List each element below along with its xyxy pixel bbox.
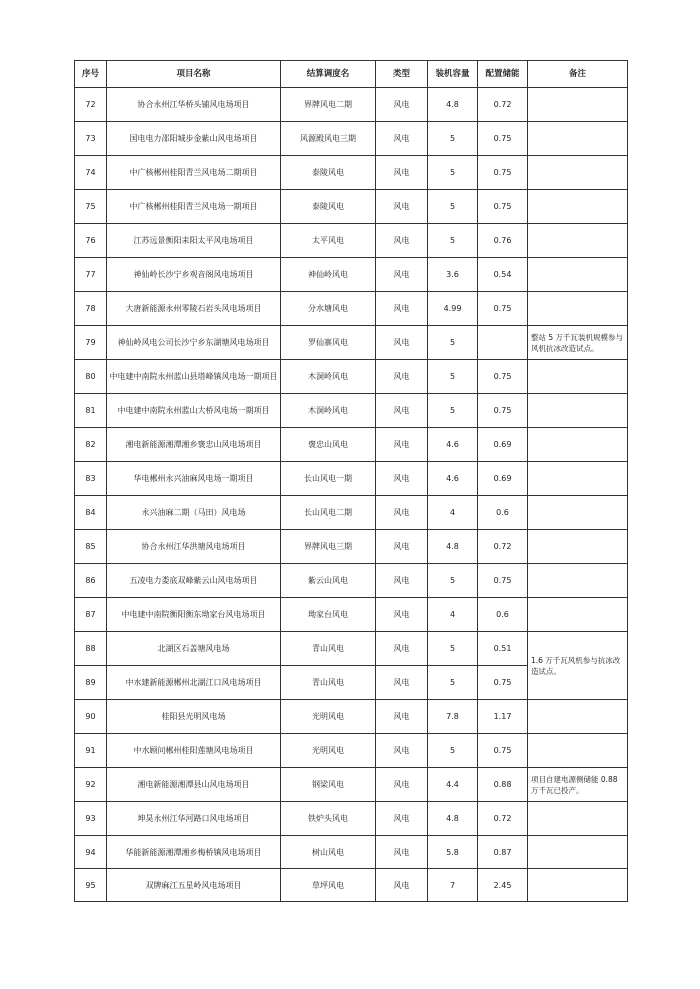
cell-dispatch-name: 青山风电 — [281, 666, 376, 700]
cell-type: 风电 — [376, 802, 428, 836]
cell-no: 86 — [75, 564, 107, 598]
table-row — [75, 326, 628, 360]
cell-dispatch-name: 长山风电一期 — [281, 462, 376, 496]
cell-type: 风电 — [376, 700, 428, 734]
cell-type: 风电 — [376, 598, 428, 632]
cell-project-name: 桂阳县光明风电场 — [107, 700, 281, 734]
cell-storage: 0.6 — [478, 496, 528, 530]
header-type: 类型 — [376, 61, 428, 88]
cell-no: 83 — [75, 462, 107, 496]
cell-dispatch-name: 钢梁风电 — [281, 768, 376, 802]
header-name: 项目名称 — [107, 61, 281, 88]
cell-dispatch-name: 坳家台风电 — [281, 598, 376, 632]
cell-storage: 0.69 — [478, 462, 528, 496]
cell-note — [528, 88, 628, 122]
table-row — [75, 394, 628, 428]
cell-dispatch-name: 风源殿风电三期 — [281, 122, 376, 156]
cell-project-name: 湘电新能源湘潭县山风电场项目 — [107, 768, 281, 802]
table-row — [75, 632, 628, 666]
cell-type: 风电 — [376, 564, 428, 598]
cell-capacity: 3.6 — [428, 258, 478, 292]
header-storage: 配置储能 — [478, 61, 528, 88]
table-row — [75, 598, 628, 632]
cell-no: 88 — [75, 632, 107, 666]
cell-storage: 0.75 — [478, 292, 528, 326]
cell-storage: 0.76 — [478, 224, 528, 258]
cell-capacity: 5 — [428, 326, 478, 360]
cell-note — [528, 802, 628, 836]
cell-storage: 2.45 — [478, 869, 528, 902]
cell-no: 79 — [75, 326, 107, 360]
cell-type: 风电 — [376, 462, 428, 496]
cell-project-name: 坤昊永州江华河路口风电场项目 — [107, 802, 281, 836]
header-no: 序号 — [75, 61, 107, 88]
cell-note — [528, 496, 628, 530]
cell-capacity: 4.6 — [428, 428, 478, 462]
cell-project-name: 中电建中南院衡阳衡东坳家台风电场项目 — [107, 598, 281, 632]
cell-no: 72 — [75, 88, 107, 122]
table-row — [75, 258, 628, 292]
cell-note: 1.6 万千瓦风机参与抗冰改造试点。 — [528, 632, 628, 700]
cell-storage: 0.72 — [478, 802, 528, 836]
cell-capacity: 4 — [428, 598, 478, 632]
cell-storage: 0.75 — [478, 394, 528, 428]
cell-no: 78 — [75, 292, 107, 326]
cell-project-name: 北湖区石盖塘风电场 — [107, 632, 281, 666]
cell-no: 81 — [75, 394, 107, 428]
cell-dispatch-name: 树山风电 — [281, 836, 376, 869]
cell-note — [528, 869, 628, 902]
cell-type: 风电 — [376, 734, 428, 768]
cell-type: 风电 — [376, 666, 428, 700]
cell-type: 风电 — [376, 394, 428, 428]
cell-storage: 0.75 — [478, 734, 528, 768]
cell-capacity: 4.8 — [428, 802, 478, 836]
cell-no: 74 — [75, 156, 107, 190]
cell-dispatch-name: 紫云山风电 — [281, 564, 376, 598]
cell-dispatch-name: 青山风电 — [281, 632, 376, 666]
cell-capacity: 5 — [428, 190, 478, 224]
cell-dispatch-name: 泰陵风电 — [281, 156, 376, 190]
cell-no: 91 — [75, 734, 107, 768]
cell-type: 风电 — [376, 496, 428, 530]
cell-project-name: 中电建中南院永州蓝山大桥风电场一期项目 — [107, 394, 281, 428]
cell-note — [528, 700, 628, 734]
table-row — [75, 564, 628, 598]
cell-dispatch-name: 分水塘风电 — [281, 292, 376, 326]
table-row — [75, 122, 628, 156]
cell-note — [528, 462, 628, 496]
cell-type: 风电 — [376, 122, 428, 156]
cell-note — [528, 836, 628, 869]
cell-note — [528, 428, 628, 462]
cell-capacity: 5 — [428, 564, 478, 598]
cell-storage: 0.75 — [478, 156, 528, 190]
cell-dispatch-name: 褒忠山风电 — [281, 428, 376, 462]
cell-storage: 1.17 — [478, 700, 528, 734]
cell-project-name: 国电电力邵阳城步金紫山风电场项目 — [107, 122, 281, 156]
cell-no: 76 — [75, 224, 107, 258]
cell-storage: 0.75 — [478, 564, 528, 598]
cell-no: 82 — [75, 428, 107, 462]
cell-dispatch-name: 长山风电二期 — [281, 496, 376, 530]
table-row — [75, 190, 628, 224]
cell-storage: 0.75 — [478, 122, 528, 156]
cell-note — [528, 292, 628, 326]
cell-note — [528, 598, 628, 632]
cell-storage: 0.75 — [478, 360, 528, 394]
cell-dispatch-name: 木洞岭风电 — [281, 394, 376, 428]
cell-type: 风电 — [376, 326, 428, 360]
header-dispatch: 结算调度名 — [281, 61, 376, 88]
cell-note — [528, 734, 628, 768]
table-row — [75, 700, 628, 734]
cell-dispatch-name: 光明风电 — [281, 734, 376, 768]
cell-project-name: 协合永州江华洪塘风电场项目 — [107, 530, 281, 564]
table-row — [75, 496, 628, 530]
table-row — [75, 428, 628, 462]
cell-type: 风电 — [376, 156, 428, 190]
cell-project-name: 江苏远景衡阳耒阳太平风电场项目 — [107, 224, 281, 258]
cell-note: 整站 5 万千瓦装机规模参与风机抗冰改造试点。 — [528, 326, 628, 360]
table-row — [75, 224, 628, 258]
cell-type: 风电 — [376, 530, 428, 564]
table-header-row — [75, 61, 628, 88]
project-table — [74, 60, 628, 902]
cell-no: 93 — [75, 802, 107, 836]
cell-type: 风电 — [376, 632, 428, 666]
cell-type: 风电 — [376, 224, 428, 258]
cell-capacity: 5 — [428, 122, 478, 156]
cell-dispatch-name: 木洞岭风电 — [281, 360, 376, 394]
cell-storage: 0.88 — [478, 768, 528, 802]
cell-project-name: 中水建新能源郴州北湖江口风电场项目 — [107, 666, 281, 700]
cell-project-name: 大唐新能源永州零陵石岩头风电场项目 — [107, 292, 281, 326]
cell-capacity: 7.8 — [428, 700, 478, 734]
cell-dispatch-name: 光明风电 — [281, 700, 376, 734]
cell-dispatch-name: 太平风电 — [281, 224, 376, 258]
cell-capacity: 4.99 — [428, 292, 478, 326]
cell-capacity: 4 — [428, 496, 478, 530]
cell-type: 风电 — [376, 428, 428, 462]
cell-storage: 0.75 — [478, 666, 528, 700]
cell-no: 92 — [75, 768, 107, 802]
table-row — [75, 462, 628, 496]
cell-storage: 0.54 — [478, 258, 528, 292]
table-row — [75, 530, 628, 564]
cell-capacity: 5 — [428, 632, 478, 666]
cell-dispatch-name: 罗仙寨风电 — [281, 326, 376, 360]
cell-note — [528, 190, 628, 224]
cell-project-name: 神仙岭风电公司长沙宁乡东湖塘风电场项目 — [107, 326, 281, 360]
cell-no: 87 — [75, 598, 107, 632]
cell-no: 73 — [75, 122, 107, 156]
cell-note — [528, 224, 628, 258]
cell-no: 94 — [75, 836, 107, 869]
cell-project-name: 协合永州江华桥头铺风电场项目 — [107, 88, 281, 122]
cell-note — [528, 394, 628, 428]
cell-no: 77 — [75, 258, 107, 292]
cell-note — [528, 360, 628, 394]
cell-no: 95 — [75, 869, 107, 902]
cell-dispatch-name: 神仙岭风电 — [281, 258, 376, 292]
cell-note — [528, 564, 628, 598]
cell-project-name: 五凌电力娄底双峰紫云山风电场项目 — [107, 564, 281, 598]
cell-storage: 0.72 — [478, 88, 528, 122]
cell-type: 风电 — [376, 360, 428, 394]
cell-project-name: 华能新能源湘潭湘乡梅桥镇风电场项目 — [107, 836, 281, 869]
header-capacity: 装机容量 — [428, 61, 478, 88]
cell-storage: 0.69 — [478, 428, 528, 462]
table-row — [75, 768, 628, 802]
cell-capacity: 5 — [428, 666, 478, 700]
cell-dispatch-name: 界牌风电二期 — [281, 88, 376, 122]
cell-type: 风电 — [376, 869, 428, 902]
table-body — [75, 88, 628, 902]
cell-dispatch-name: 界牌风电三期 — [281, 530, 376, 564]
cell-project-name: 中电建中南院永州蓝山县塔峰镇风电场一期项目 — [107, 360, 281, 394]
cell-note: 项目自建电源侧储能 0.88 万千瓦已投产。 — [528, 768, 628, 802]
cell-capacity: 4.4 — [428, 768, 478, 802]
cell-storage: 0.87 — [478, 836, 528, 869]
cell-capacity: 7 — [428, 869, 478, 902]
table-row — [75, 156, 628, 190]
cell-capacity: 5 — [428, 394, 478, 428]
cell-dispatch-name: 草坪风电 — [281, 869, 376, 902]
cell-project-name: 中水顾问郴州桂阳莲塘风电场项目 — [107, 734, 281, 768]
cell-capacity: 5 — [428, 224, 478, 258]
cell-no: 90 — [75, 700, 107, 734]
cell-no: 85 — [75, 530, 107, 564]
cell-type: 风电 — [376, 768, 428, 802]
cell-project-name: 中广核郴州桂阳青兰风电场二期项目 — [107, 156, 281, 190]
cell-note — [528, 122, 628, 156]
table-row — [75, 802, 628, 836]
cell-type: 风电 — [376, 190, 428, 224]
table-row — [75, 292, 628, 326]
cell-storage: 0.51 — [478, 632, 528, 666]
cell-dispatch-name: 铁炉头风电 — [281, 802, 376, 836]
cell-project-name: 湘电新能源湘潭湘乡褒忠山风电场项目 — [107, 428, 281, 462]
cell-capacity: 4.8 — [428, 530, 478, 564]
cell-storage: 0.72 — [478, 530, 528, 564]
cell-storage: 0.6 — [478, 598, 528, 632]
table-row — [75, 88, 628, 122]
cell-no: 84 — [75, 496, 107, 530]
cell-capacity: 4.8 — [428, 88, 478, 122]
cell-type: 风电 — [376, 258, 428, 292]
cell-capacity: 5.8 — [428, 836, 478, 869]
cell-no: 75 — [75, 190, 107, 224]
cell-storage — [478, 326, 528, 360]
cell-no: 80 — [75, 360, 107, 394]
cell-dispatch-name: 泰陵风电 — [281, 190, 376, 224]
cell-no: 89 — [75, 666, 107, 700]
cell-type: 风电 — [376, 88, 428, 122]
cell-capacity: 5 — [428, 360, 478, 394]
cell-note — [528, 258, 628, 292]
cell-project-name: 神仙岭长沙宁乡观音阁风电场项目 — [107, 258, 281, 292]
header-note: 备注 — [528, 61, 628, 88]
cell-project-name: 华电郴州永兴油麻风电场一期项目 — [107, 462, 281, 496]
table-row — [75, 869, 628, 902]
cell-capacity: 5 — [428, 156, 478, 190]
cell-project-name: 永兴油麻二期（马田）风电场 — [107, 496, 281, 530]
cell-capacity: 4.6 — [428, 462, 478, 496]
cell-note — [528, 530, 628, 564]
cell-type: 风电 — [376, 836, 428, 869]
table-row — [75, 360, 628, 394]
table-row — [75, 836, 628, 869]
cell-capacity: 5 — [428, 734, 478, 768]
cell-project-name: 中广核郴州桂阳青兰风电场一期项目 — [107, 190, 281, 224]
cell-project-name: 双牌麻江五星岭风电场项目 — [107, 869, 281, 902]
cell-type: 风电 — [376, 292, 428, 326]
cell-note — [528, 156, 628, 190]
cell-storage: 0.75 — [478, 190, 528, 224]
table-row — [75, 734, 628, 768]
